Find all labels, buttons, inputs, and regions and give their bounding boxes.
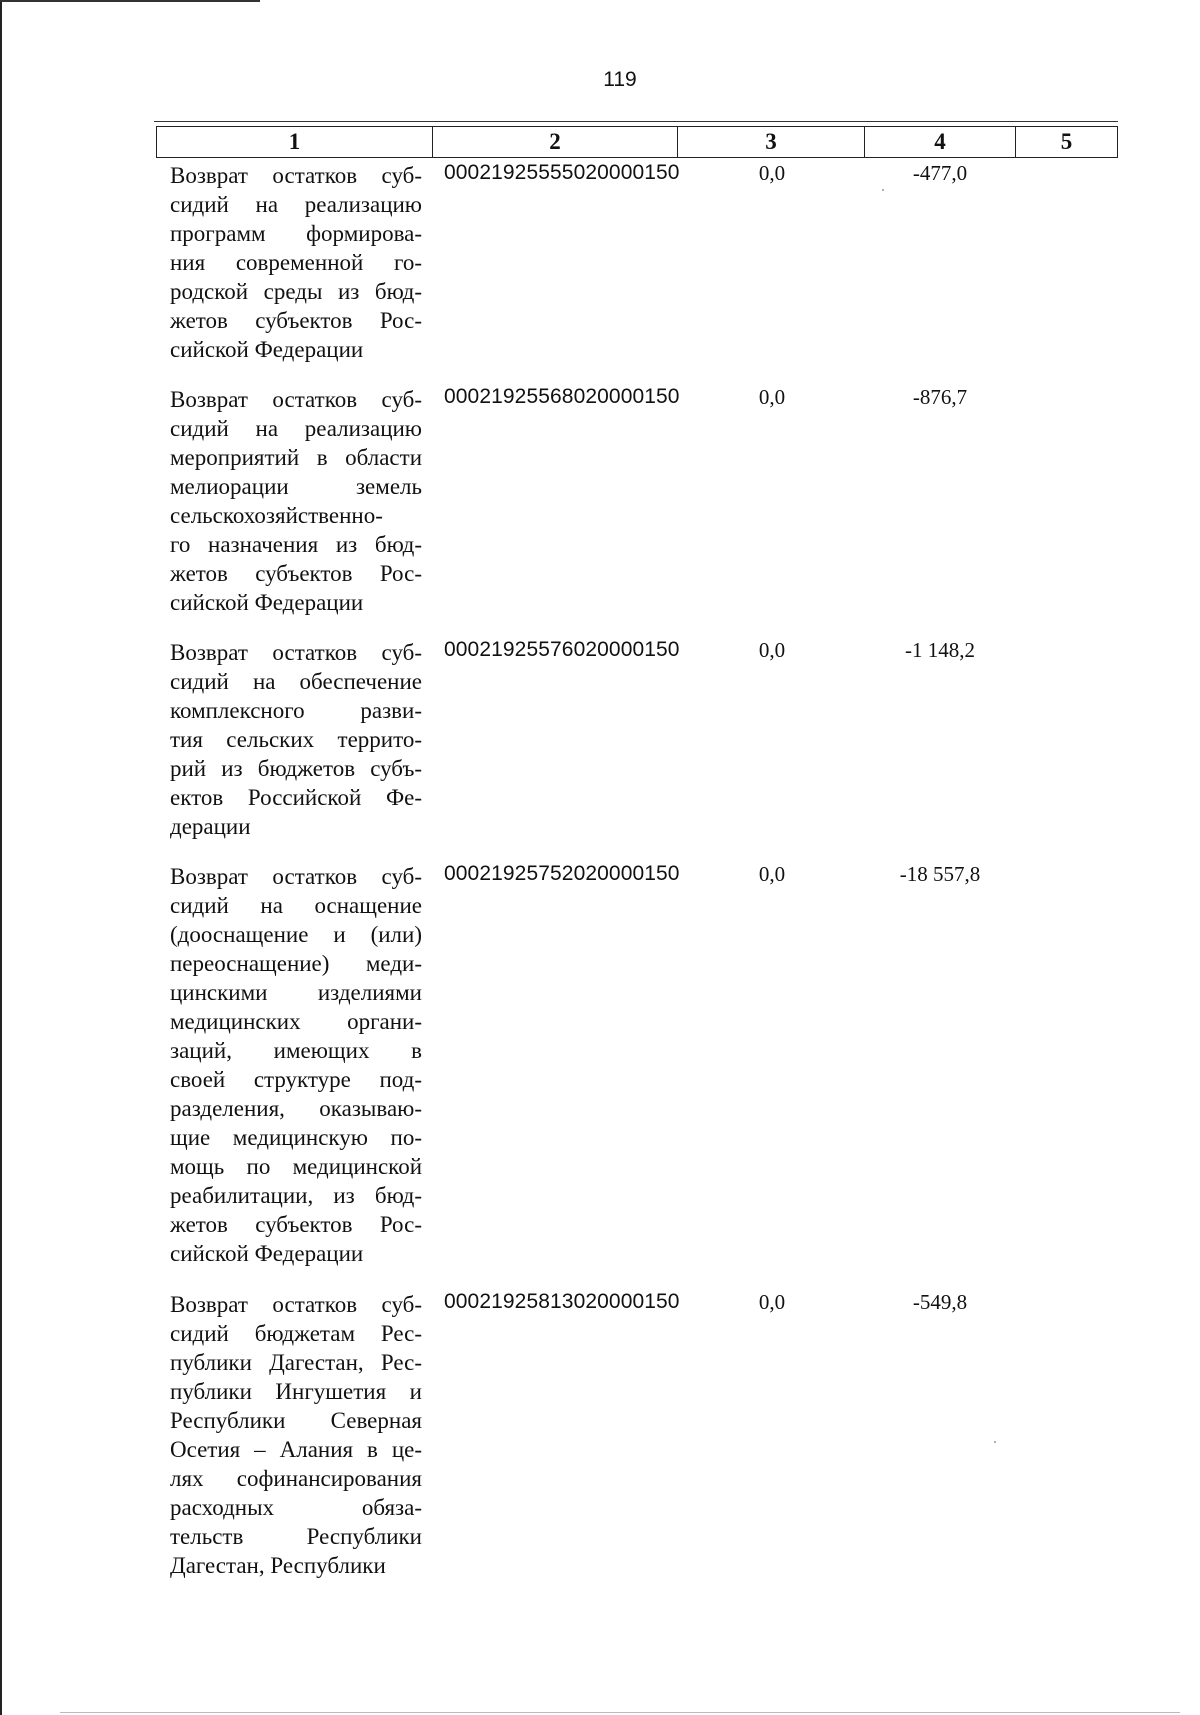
scan-speck [882, 189, 884, 191]
row-description [170, 638, 422, 841]
row-description [170, 385, 422, 617]
row-description [170, 862, 422, 1268]
description-line: сидий бюджетам Рес- [170, 1321, 422, 1346]
description-line: жетов субъектов Рос- [170, 1212, 422, 1237]
description-line: го назначения из бюд- [170, 532, 422, 557]
description-line: родской среды из бюд- [170, 279, 422, 304]
header-col-2: 2 [433, 127, 678, 158]
description-line: щие медицинскую по- [170, 1125, 422, 1150]
description-line: сийской Федерации [170, 1241, 364, 1266]
description-line: программ формирова- [170, 221, 422, 246]
description-line: Возврат остатков суб- [170, 387, 422, 412]
description-line: мощь по медицинской [170, 1154, 422, 1179]
description-line: жетов субъектов Рос- [170, 561, 422, 586]
description-line: лях софинансирования [170, 1466, 422, 1491]
description-line: ния современной го- [170, 250, 422, 275]
row-code: 00021925576020000150 [444, 638, 680, 661]
row-col4-value: -549,8 [912, 1290, 968, 1314]
description-line: мелиорации земель [170, 474, 422, 499]
row-col4-value: -876,7 [912, 385, 968, 409]
description-line: дерации [170, 814, 251, 839]
description-line: сидий на оснащение [170, 893, 422, 918]
description-line: жетов субъектов Рос- [170, 308, 422, 333]
description-line: медицинских органи- [170, 1009, 422, 1034]
table-header [156, 126, 1118, 158]
header-col-3: 3 [678, 127, 865, 158]
description-line: переоснащение) меди- [170, 951, 422, 976]
row-col3-value: 0,0 [758, 1290, 786, 1314]
description-line: комплексного разви- [170, 698, 422, 723]
row-description [170, 1290, 422, 1580]
row-col3-value: 0,0 [758, 385, 786, 409]
row-col4-value: -477,0 [912, 161, 968, 185]
description-line: сийской Федерации [170, 590, 364, 615]
description-line: тия сельских террито- [170, 727, 422, 752]
description-line: своей структуре под- [170, 1067, 422, 1092]
row-col4-value: -18 557,8 [899, 862, 981, 886]
description-line: рий из бюджетов субъ- [170, 756, 422, 781]
row-col3-value: 0,0 [758, 638, 786, 662]
description-line: заций, имеющих в [170, 1038, 422, 1063]
description-line: сидий на обеспечение [170, 669, 422, 694]
description-line: Дагестан, Республики [170, 1553, 386, 1578]
description-line: Осетия – Алания в це- [170, 1437, 422, 1462]
description-line: (дооснащение и (или) [170, 922, 422, 947]
description-line: Возврат остатков суб- [170, 640, 422, 665]
description-line: сельскохозяйственно- [170, 503, 383, 528]
description-line: публики Дагестан, Рес- [170, 1350, 422, 1375]
table-top-rule [154, 121, 1118, 122]
scan-edge-top [0, 0, 260, 2]
row-col3-value: 0,0 [758, 161, 786, 185]
description-line: ектов Российской Фе- [170, 785, 422, 810]
row-code: 00021925568020000150 [444, 385, 680, 408]
row-col3-value: 0,0 [758, 862, 786, 886]
row-code: 00021925555020000150 [444, 161, 680, 184]
description-line: публики Ингушетия и [170, 1379, 422, 1404]
header-col-4: 4 [865, 127, 1016, 158]
scan-edge-left [0, 0, 2, 1715]
description-line: Возврат остатков суб- [170, 864, 422, 889]
description-line: цинскими изделиями [170, 980, 422, 1005]
row-col4-value: -1 148,2 [905, 638, 975, 662]
description-line: сидий на реализацию [170, 416, 422, 441]
scan-speck [994, 1441, 996, 1443]
description-line: Возврат остатков суб- [170, 163, 422, 188]
description-line: Возврат остатков суб- [170, 1292, 422, 1317]
description-line: тельств Республики [170, 1524, 422, 1549]
description-line: расходных обяза- [170, 1495, 422, 1520]
description-line: сийской Федерации [170, 337, 364, 362]
description-line: мероприятий в области [170, 445, 422, 470]
row-description [170, 161, 422, 364]
header-col-5: 5 [1016, 127, 1118, 158]
description-line: реабилитации, из бюд- [170, 1183, 422, 1208]
scan-edge-bottom [60, 1712, 1180, 1713]
description-line: Республики Северная [170, 1408, 422, 1433]
description-line: разделения, оказываю- [170, 1096, 422, 1121]
row-code: 00021925813020000150 [444, 1290, 680, 1313]
description-line: сидий на реализацию [170, 192, 422, 217]
header-col-1: 1 [157, 127, 433, 158]
row-code: 00021925752020000150 [444, 862, 680, 885]
page-number: 119 [603, 68, 637, 91]
